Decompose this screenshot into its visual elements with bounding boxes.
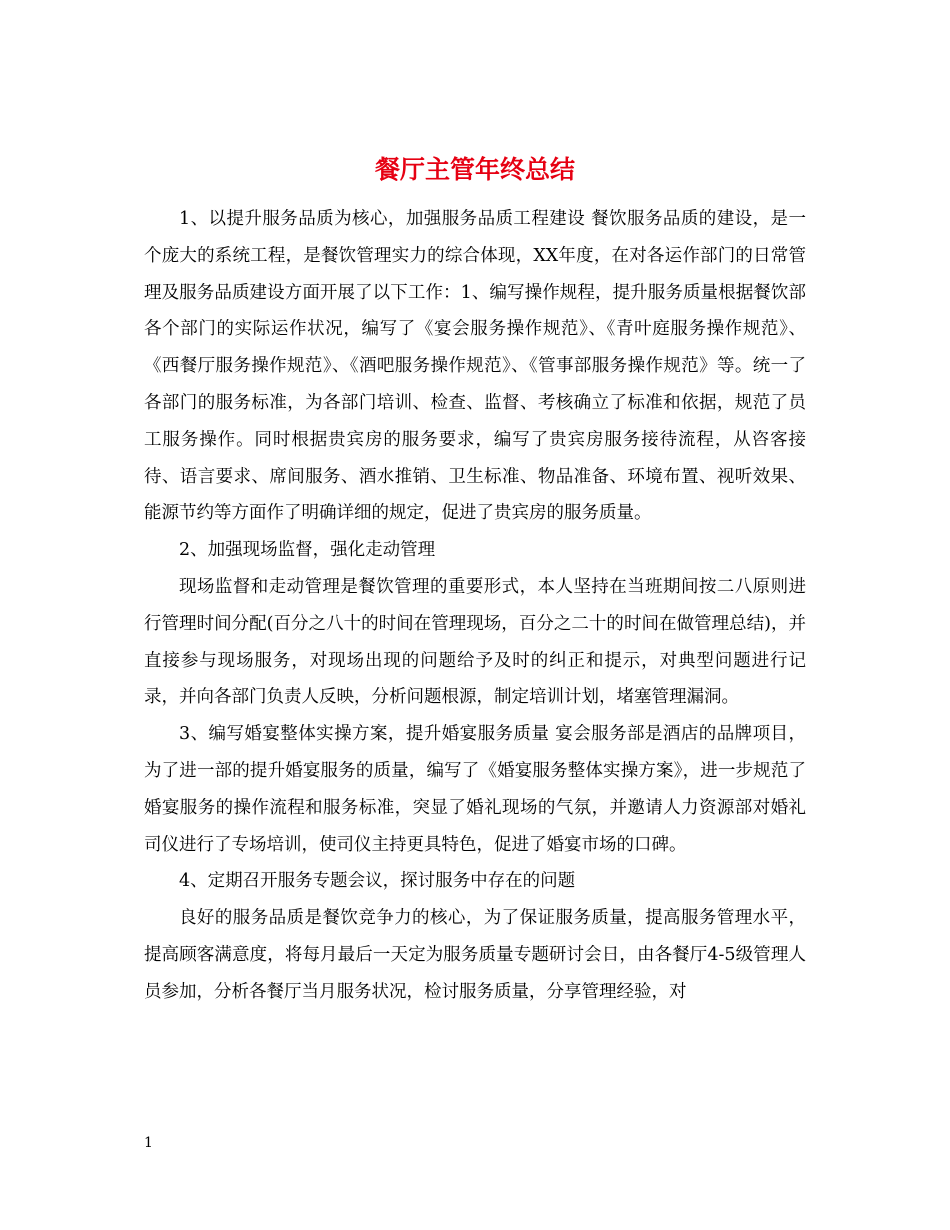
page-title: 餐厅主管年终总结	[374, 154, 575, 184]
paragraph-4: 良好的服务品质是餐饮竞争力的核心，为了保证服务质量，提高服务管理水平，提高顾客满意度，将每月最后一天定为服务质量专题研讨会日，由各餐厅4-5级管理人员参加，分析各餐厅当月服务状况，检讨服务质量，分享管理经验，对	[144, 908, 806, 1002]
document-body	[144, 201, 806, 1011]
page-number: 1	[144, 1135, 153, 1151]
paragraph-2: 现场监督和走动管理是餐饮管理的重要形式，本人坚持在当班期间按二八原则进行管理时间分配(百分之八十的时间在管理现场，百分之二十的时间在做管理总结)，并直接参与现场服务，对现场出现的问题给予及时的纠正和提示，对典型问题进行记录，并向各部门负责人反映，分析问题根源，制定培训计划，堵塞管理漏洞。	[144, 576, 806, 708]
paragraph-3: 3、编写婚宴整体实操方案，提升婚宴服务质量 宴会服务部是酒店的品牌项目，为了进一部的提升婚宴服务的质量，编写了《婚宴服务整体实操方案》，进一步规范了婚宴服务的操作流程和服务标准，突显了婚礼现场的气氛，并邀请人力资源部对婚礼司仪进行了专场培训，使司仪主持更具特色，促进了婚宴市场的口碑。	[144, 724, 806, 855]
section-heading-4: 4、定期召开服务专题会议，探讨服务中存在的问题	[179, 871, 576, 892]
section-heading-2: 2、加强现场监督，强化走动管理	[179, 540, 436, 561]
paragraph-1: 1、以提升服务品质为核心，加强服务品质工程建设 餐饮服务品质的建设，是一个庞大的系统工程，是餐饮管理实力的综合体现，XX年度，在对各运作部门的日常管理及服务品质建设方面开展了以下工作：1、编写操作规程，提升服务质量根据餐饮部各个部门的实际运作状况，编写了《宴会服务操作规范》、《青叶庭服务操作规范》、《西餐厅服务操作规范》、《酒吧服务操作规范》、《管事部服务操作规范》等。统一了各部门的服务标准，为各部门培训、检查、监督、考核确立了标准和依据，规范了员工服务操作。同时根据贵宾房的服务要求，编写了贵宾房服务接待流程，从咨客接待、语言要求、席间服务、酒水推销、卫生标准、物品准备、环境布置、视听效果、能源节约等方面作了明确详细的规定，促进了贵宾房的服务质量。	[144, 209, 806, 524]
